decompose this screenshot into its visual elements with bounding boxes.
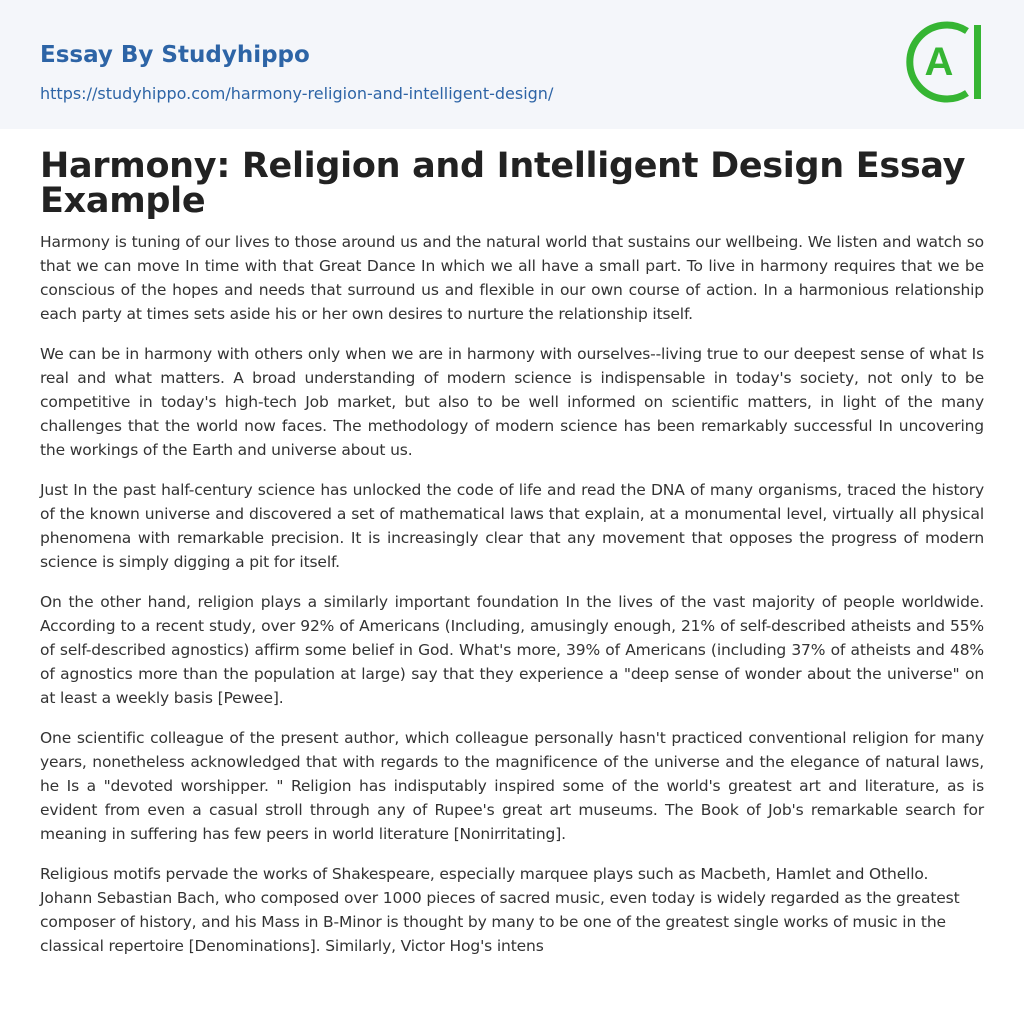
essay-paragraph: We can be in harmony with others only when we are in harmony with ourselves--living true to our deepest sense of what Is real and what matters. A broad understanding of modern science is indispensable in today's society, not only to be competitive in today's high-tech Job market, but also to be well informed on scientific matters, in light of the many challenges that the world now faces. The methodology of modern science has been remarkably successful In uncovering the workings of the Earth and universe about us. (40, 345, 984, 459)
source-url-link[interactable]: https://studyhippo.com/harmony-religion-and-intelligent-design/ (40, 84, 554, 103)
essay-paragraph: Religious motifs pervade the works of Shakespeare, especially marquee plays such as Macbeth, Hamlet and Othello. Johann Sebastian Bach, who composed over 1000 pieces of sacred music, even today is widely regarded as the greatest composer of history, and his Mass in B-Minor is thought by many to be one of the greatest single works of music in the classical repertoire [Denominations]. Similarly, Victor Hog's intens (40, 865, 960, 955)
site-header (0, 0, 1024, 129)
essay-paragraph: One scientific colleague of the present author, which colleague personally hasn't practiced conventional religion for many years, nonetheless acknowledged that with regards to the magnificence of the universe and the elegance of natural laws, he Is a "devoted worshipper. " Religion has indisputably inspired some of the world's greatest art and literature, as is evident from even a casual stroll through any of Rupee's great art museums. The Book of Job's remarkable search for meaning in suffering has few peers in world literature [Nonirritating]. (40, 729, 984, 843)
essay-paragraph: On the other hand, religion plays a similarly important foundation In the lives of the vast majority of people worldwide. According to a recent study, over 92% of Americans (Including, amusingly enough, 21% of self-described atheists and 55% of self-described agnostics) affirm some belief in God. What's more, 39% of Americans (including 37% of atheists and 48% of agnostics more than the population at large) say that they experience a "deep sense of wonder about the universe" on at least a weekly basis [Pewee]. (40, 593, 984, 707)
page-title: Harmony: Religion and Intelligent Design Essay Example (40, 146, 966, 221)
essay-paragraph: Harmony is tuning of our lives to those around us and the natural world that sustains our wellbeing. We listen and watch so that we can move In time with that Great Dance In which we all have a small part. To live in harmony requires that we be conscious of the hopes and needs that surround us and flexible in our own course of action. In a harmonious relationship each party at times sets aside his or her own desires to nurture the relationship itself. (40, 233, 984, 323)
site-brand-title[interactable]: Essay By Studyhippo (40, 42, 310, 68)
svg-text:A: A (924, 40, 954, 84)
article (40, 146, 984, 974)
studyhippo-logo-icon[interactable] (904, 18, 988, 106)
essay-paragraph: Just In the past half-century science has unlocked the code of life and read the DNA of many organisms, traced the history of the known universe and discovered a set of mathematical laws that explain, at a monumental level, virtually all physical phenomena with remarkable precision. It is increasingly clear that any movement that opposes the progress of modern science is simply digging a pit for itself. (40, 481, 984, 571)
